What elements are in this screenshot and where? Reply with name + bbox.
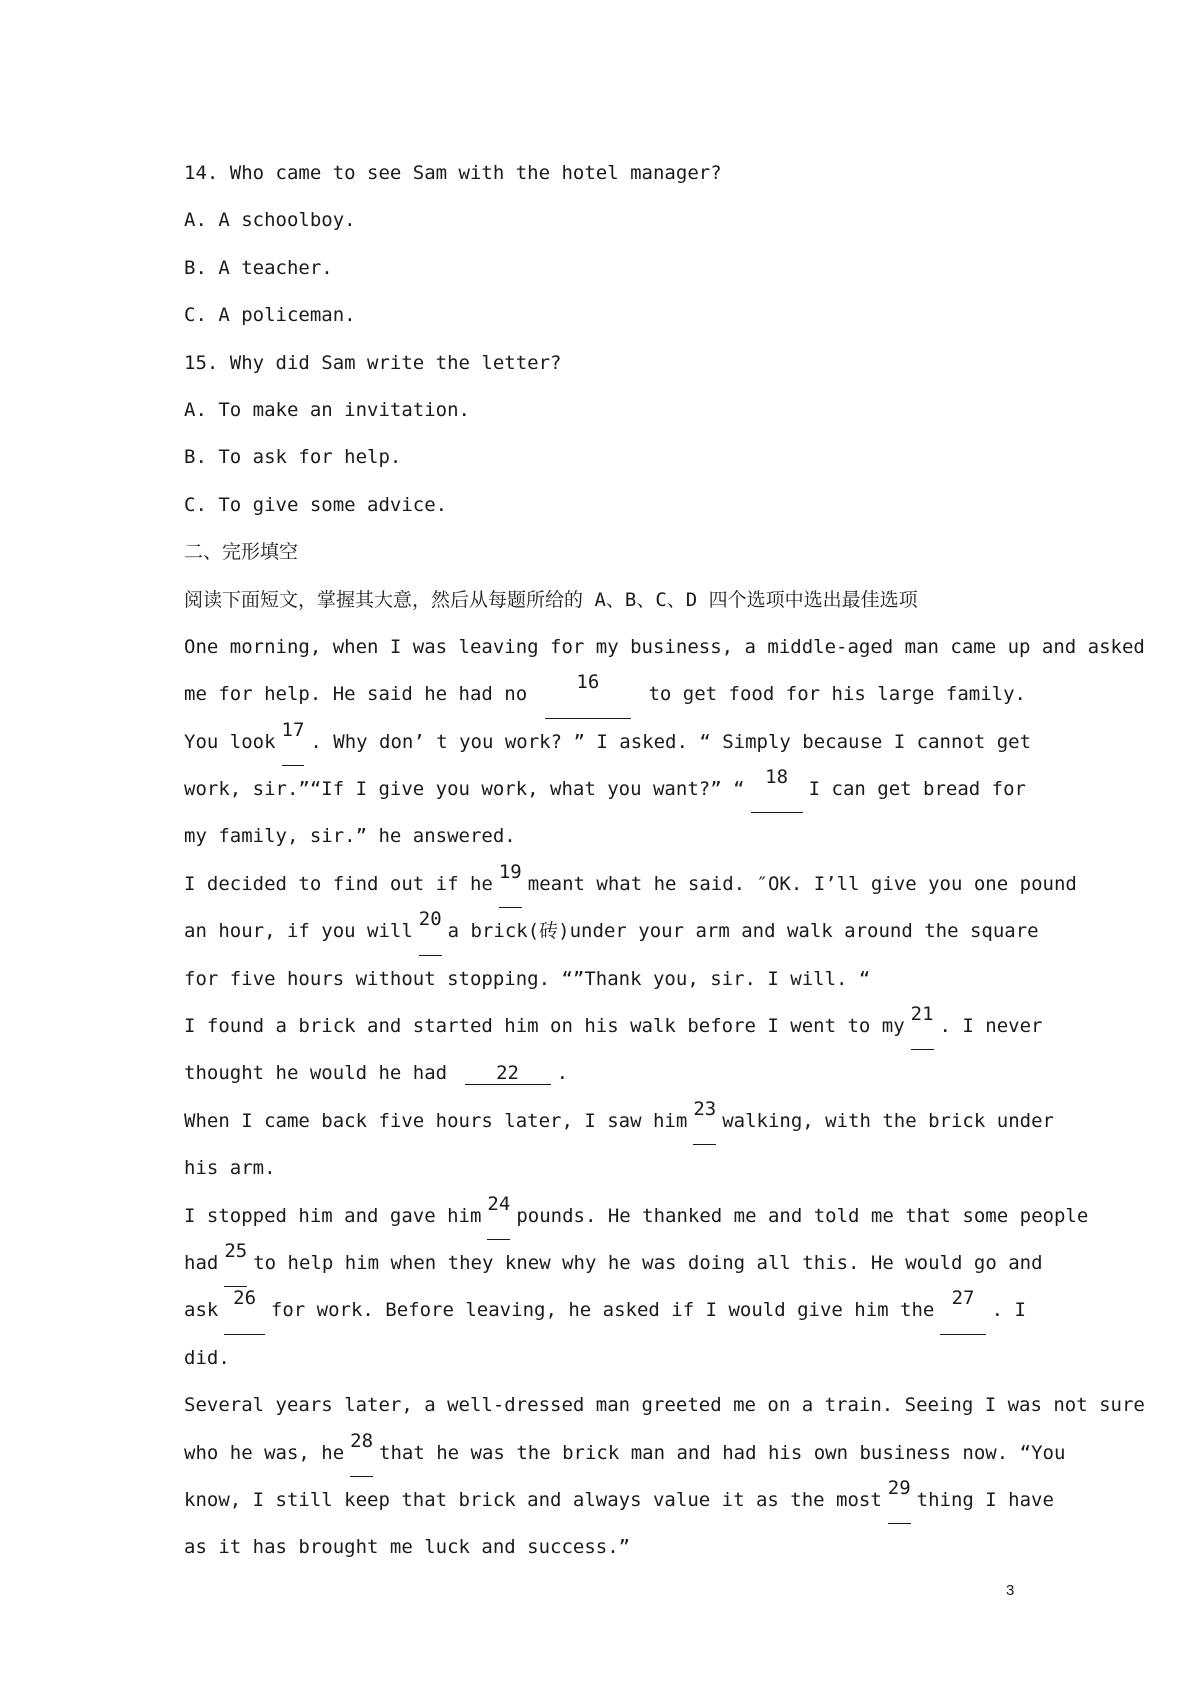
passage-text: as it has brought me luck and success.” (184, 1536, 631, 1559)
passage-line (184, 1050, 1026, 1097)
passage-line (184, 813, 1026, 860)
blank-28: 28 (350, 1430, 373, 1477)
passage-text: for five hours without stopping. “”Thank you, sir. I will. “ (184, 967, 871, 990)
blank-21: 21 (911, 1003, 934, 1050)
question-14-option-c: C. A policeman. (184, 304, 356, 327)
passage-text: thing I have (916, 1488, 1054, 1511)
passage-text: to get food for his large family. (648, 683, 1026, 706)
passage-line (184, 1003, 1043, 1050)
blank-23: 23 (693, 1098, 716, 1145)
passage-text: a brick(砖)under your arm and walk around the square (447, 920, 1039, 943)
passage-text: pounds. He thanked me and told me that some people (516, 1204, 1089, 1227)
passage-text: Several years later, a well-dressed man greeted me on a train. Seeing I was not sure (184, 1394, 1145, 1417)
passage-text: to help him when they knew why he was doing all this. He would go and (253, 1251, 1043, 1274)
passage-line (184, 1192, 1089, 1240)
passage-text: One morning, when I was leaving for my business, a middle-aged man came up and asked (184, 635, 1145, 658)
passage-line (184, 766, 1026, 813)
question-15-option-b: B. To ask for help. (184, 446, 402, 469)
passage-line (184, 908, 1039, 955)
document-page (184, 150, 1145, 1572)
passage-text: work, sir.”“If I give you work, what you want?” “ (184, 778, 745, 801)
section-instruction: 阅读下面短文，掌握其大意，然后从每题所给的 A、B、C、D 四个选项中选出最佳选项 (184, 588, 918, 611)
passage-text: thought he would he had (184, 1062, 448, 1085)
passage-text: know, I still keep that brick and always value it as the most (184, 1488, 882, 1511)
passage-text: You look (184, 730, 276, 753)
blank-24: 24 (487, 1193, 510, 1240)
passage-line (184, 1335, 1026, 1382)
blank-20: 20 (419, 908, 442, 955)
passage-text: walking, with the brick under (722, 1109, 1054, 1132)
blank-29: 29 (888, 1477, 911, 1524)
passage-line (184, 1239, 1043, 1287)
blank-27: 27 (940, 1287, 985, 1334)
passage-text: my family, sir.” he answered. (184, 825, 516, 848)
question-14-option-a: A. A schoolboy. (184, 209, 356, 232)
page-number: 3 (1006, 1582, 1015, 1599)
passage-text: for work. Before leaving, he asked if I would give him the (270, 1299, 935, 1322)
passage-text: me for help. He said he had no (184, 683, 528, 706)
passage-text: When I came back five hours later, I saw him (184, 1109, 688, 1132)
passage-text: did. (184, 1346, 230, 1369)
passage-line (184, 624, 1145, 671)
passage-text: . Why don’ t you work? ” I asked. “ Simply because I cannot get (310, 730, 1032, 753)
passage-text: I found a brick and started him on his walk before I went to my (184, 1015, 905, 1038)
blank-19: 19 (499, 861, 522, 908)
question-14-option-b: B. A teacher. (184, 256, 333, 279)
blank-18: 18 (751, 766, 803, 813)
passage-line (184, 1097, 1054, 1145)
question-14-stem: 14. Who came to see Sam with the hotel manager? (184, 162, 722, 184)
passage-line (184, 1524, 1026, 1571)
passage-text: his arm. (184, 1157, 276, 1180)
passage-line (184, 1145, 1026, 1192)
passage-text: . I (991, 1299, 1026, 1322)
passage-line (184, 718, 1032, 766)
passage-line (184, 1382, 1145, 1429)
question-15-option-c: C. To give some advice. (184, 493, 448, 516)
passage-text: meant what he said. ″OK. I’ll give you one pound (527, 872, 1077, 895)
passage-text: an hour, if you will (184, 920, 413, 943)
passage-text: ask (184, 1299, 219, 1322)
passage-line (184, 1429, 1066, 1477)
blank-16: 16 (545, 671, 631, 718)
passage-text: . (556, 1062, 569, 1085)
passage-text: had (184, 1251, 219, 1274)
blank-26: 26 (224, 1287, 265, 1334)
blank-22: 22 (465, 1062, 551, 1085)
question-15-option-a: A. To make an invitation. (184, 398, 470, 421)
question-15-stem: 15. Why did Sam write the letter? (184, 351, 562, 374)
passage-text: . I never (939, 1015, 1043, 1038)
blank-25: 25 (224, 1240, 247, 1287)
passage-text: I stopped him and gave him (184, 1204, 482, 1227)
passage-text: I decided to find out if he (184, 872, 493, 895)
passage-text: that he was the brick man and had his own business now. “You (379, 1441, 1066, 1464)
section-heading: 二、完形填空 (184, 541, 299, 564)
passage-line (184, 671, 1026, 718)
passage-text: who he was, he (184, 1441, 345, 1464)
blank-17: 17 (282, 719, 305, 766)
passage-text: I can get bread for (808, 778, 1026, 801)
passage-line (184, 956, 1026, 1003)
passage-line (184, 1476, 1054, 1524)
passage-line (184, 860, 1077, 908)
passage-line (184, 1287, 1026, 1334)
